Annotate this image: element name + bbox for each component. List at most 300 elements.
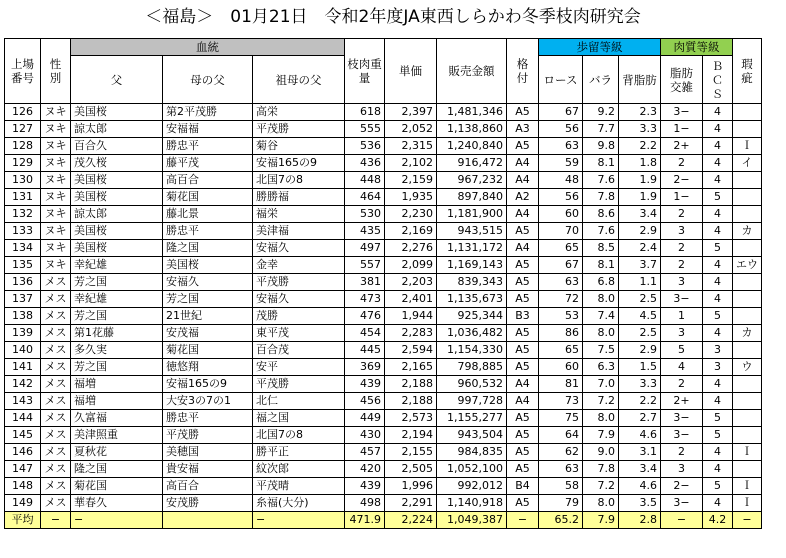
cell-bcs: 4 [703, 461, 733, 478]
table-row [5, 478, 762, 495]
cell-ribeye: 67 [539, 257, 583, 274]
cell-maternal-grandfather: 高百合 [163, 172, 253, 189]
cell-bcs: 5 [703, 240, 733, 257]
col-header-unit-price: 単価 [385, 39, 437, 104]
cell-bcs: 5 [703, 478, 733, 495]
cell-sex: ヌキ [41, 138, 71, 155]
cell-backfat: 3.1 [619, 444, 661, 461]
cell-sale-amount: 925,344 [437, 308, 507, 325]
cell-number: 149 [5, 495, 41, 512]
cell-unit-price: 2,315 [385, 138, 437, 155]
cell-carcass-weight: 618 [345, 104, 385, 121]
cell-sex: メス [41, 308, 71, 325]
cell-father: 幸紀雄 [71, 291, 163, 308]
cell-grade: B4 [507, 478, 539, 495]
cell-rib: 8.0 [583, 410, 619, 427]
cell-unit-price: 2,102 [385, 155, 437, 172]
cell-ribeye: 62 [539, 444, 583, 461]
cell-maternal-grandfather: 勝忠平 [163, 410, 253, 427]
cell-great-grandfather: 菊谷 [253, 138, 345, 155]
cell-father: 幸紀雄 [71, 257, 163, 274]
cell-rib: 6.3 [583, 359, 619, 376]
cell-rib: 7.2 [583, 393, 619, 410]
cell-father: 芳之国 [71, 274, 163, 291]
col-header-maternal-grandfather: 母の父 [163, 56, 253, 104]
cell-carcass-weight: 476 [345, 308, 385, 325]
cell-sex: メス [41, 495, 71, 512]
table-row [5, 189, 762, 206]
cell-marbling: 2 [661, 206, 703, 223]
cell-unit-price: 2,291 [385, 495, 437, 512]
cell-maternal-grandfather: 21世紀 [163, 308, 253, 325]
cell-sale-amount: 1,135,673 [437, 291, 507, 308]
table-row [5, 427, 762, 444]
cell-ribeye: 75 [539, 410, 583, 427]
cell-ribeye: 56 [539, 121, 583, 138]
cell-father: 多久実 [71, 342, 163, 359]
cell-bcs: 4 [703, 291, 733, 308]
cell-father: 芳之国 [71, 359, 163, 376]
cell-rib: 8.0 [583, 495, 619, 512]
cell-rib: 8.1 [583, 257, 619, 274]
cell-number: 142 [5, 376, 41, 393]
cell-rib: 7.4 [583, 308, 619, 325]
average-grade: − [507, 512, 539, 529]
cell-rib: 7.2 [583, 478, 619, 495]
cell-sex: ヌキ [41, 257, 71, 274]
cell-sex: ヌキ [41, 172, 71, 189]
cell-marbling: 2+ [661, 393, 703, 410]
cell-maternal-grandfather: 藤平茂 [163, 155, 253, 172]
cell-marbling: 3− [661, 427, 703, 444]
cell-carcass-weight: 449 [345, 410, 385, 427]
table-row [5, 308, 762, 325]
cell-sex: メス [41, 427, 71, 444]
cell-carcass-weight: 498 [345, 495, 385, 512]
average-sale-amount: 1,049,387 [437, 512, 507, 529]
cell-marbling: 2 [661, 240, 703, 257]
cell-rib: 7.8 [583, 461, 619, 478]
cell-defect [733, 274, 762, 291]
cell-father: 美国桜 [71, 189, 163, 206]
cell-grade: A5 [507, 342, 539, 359]
cell-maternal-grandfather: 菊花国 [163, 189, 253, 206]
cell-sale-amount: 1,481,346 [437, 104, 507, 121]
cell-marbling: 1− [661, 189, 703, 206]
cell-great-grandfather: 平茂勝 [253, 274, 345, 291]
cell-backfat: 3.4 [619, 461, 661, 478]
cell-grade: A5 [507, 257, 539, 274]
cell-maternal-grandfather: 平茂勝 [163, 427, 253, 444]
cell-father: 菊花国 [71, 478, 163, 495]
cell-ribeye: 70 [539, 223, 583, 240]
cell-bcs: 5 [703, 427, 733, 444]
cell-number: 146 [5, 444, 41, 461]
cell-bcs: 4 [703, 325, 733, 342]
cell-sale-amount: 1,138,860 [437, 121, 507, 138]
cell-carcass-weight: 464 [345, 189, 385, 206]
col-header-sale-amount: 販売金額 [437, 39, 507, 104]
cell-defect: Ｉ [733, 478, 762, 495]
cell-father: 百合久 [71, 138, 163, 155]
average-backfat: 2.8 [619, 512, 661, 529]
cell-great-grandfather: 平茂勝 [253, 376, 345, 393]
cell-father: 華春久 [71, 495, 163, 512]
cell-rib: 7.0 [583, 376, 619, 393]
cell-father: 美国桜 [71, 240, 163, 257]
cell-ribeye: 48 [539, 172, 583, 189]
cell-backfat: 3.3 [619, 376, 661, 393]
cell-number: 134 [5, 240, 41, 257]
cell-unit-price: 2,188 [385, 376, 437, 393]
cell-ribeye: 56 [539, 189, 583, 206]
cell-ribeye: 65 [539, 240, 583, 257]
cell-rib: 9.0 [583, 444, 619, 461]
cell-marbling: 3 [661, 223, 703, 240]
cell-bcs: 3 [703, 342, 733, 359]
col-header-grade: 格付 [507, 39, 539, 104]
cell-backfat: 3.4 [619, 206, 661, 223]
cell-number: 141 [5, 359, 41, 376]
cell-sale-amount: 1,036,482 [437, 325, 507, 342]
cell-grade: A4 [507, 376, 539, 393]
cell-father: 第1花藤 [71, 325, 163, 342]
cell-sale-amount: 897,840 [437, 189, 507, 206]
cell-carcass-weight: 448 [345, 172, 385, 189]
cell-backfat: 3.3 [619, 121, 661, 138]
average-defect: − [733, 512, 762, 529]
cell-bcs: 4 [703, 274, 733, 291]
cell-backfat: 1.5 [619, 359, 661, 376]
cell-marbling: 3− [661, 291, 703, 308]
cell-backfat: 2.9 [619, 342, 661, 359]
cell-sale-amount: 997,728 [437, 393, 507, 410]
cell-ribeye: 58 [539, 478, 583, 495]
cell-ribeye: 67 [539, 104, 583, 121]
cell-defect [733, 410, 762, 427]
cell-number: 131 [5, 189, 41, 206]
cell-backfat: 4.6 [619, 478, 661, 495]
cell-sale-amount: 1,240,840 [437, 138, 507, 155]
cell-maternal-grandfather: 貴安福 [163, 461, 253, 478]
cell-grade: A5 [507, 274, 539, 291]
cell-bcs: 5 [703, 308, 733, 325]
cell-sex: ヌキ [41, 206, 71, 223]
table-row [5, 376, 762, 393]
cell-maternal-grandfather: 安茂勝 [163, 495, 253, 512]
cell-backfat: 2.5 [619, 325, 661, 342]
table-row [5, 291, 762, 308]
cell-great-grandfather: 紋次郎 [253, 461, 345, 478]
cell-defect [733, 376, 762, 393]
cell-bcs: 4 [703, 257, 733, 274]
cell-great-grandfather: 高栄 [253, 104, 345, 121]
cell-great-grandfather: 勝勝福 [253, 189, 345, 206]
col-header-rib: バラ [583, 56, 619, 104]
cell-father: 久富福 [71, 410, 163, 427]
cell-carcass-weight: 435 [345, 223, 385, 240]
cell-marbling: 1− [661, 121, 703, 138]
cell-marbling: 1 [661, 308, 703, 325]
cell-ribeye: 72 [539, 291, 583, 308]
cell-ribeye: 63 [539, 461, 583, 478]
cell-defect: エウ [733, 257, 762, 274]
cell-number: 127 [5, 121, 41, 138]
cell-great-grandfather: 東平茂 [253, 325, 345, 342]
cell-number: 133 [5, 223, 41, 240]
table-row [5, 393, 762, 410]
cell-sex: メス [41, 444, 71, 461]
cell-ribeye: 79 [539, 495, 583, 512]
cell-number: 126 [5, 104, 41, 121]
cell-carcass-weight: 557 [345, 257, 385, 274]
cell-sale-amount: 839,343 [437, 274, 507, 291]
table-row [5, 274, 762, 291]
cell-marbling: 2 [661, 155, 703, 172]
cell-maternal-grandfather: 美国桜 [163, 257, 253, 274]
cell-backfat: 2.5 [619, 291, 661, 308]
cell-sex: メス [41, 376, 71, 393]
cell-great-grandfather: 糸福(大分) [253, 495, 345, 512]
cell-bcs: 5 [703, 189, 733, 206]
cell-ribeye: 64 [539, 427, 583, 444]
cell-great-grandfather: 平茂晴 [253, 478, 345, 495]
cell-rib: 7.6 [583, 172, 619, 189]
cell-bcs: 4 [703, 444, 733, 461]
table-row [5, 461, 762, 478]
average-marbling: − [661, 512, 703, 529]
cell-maternal-grandfather: 大安3の7の1 [163, 393, 253, 410]
cell-great-grandfather: 美津福 [253, 223, 345, 240]
average-sex: − [41, 512, 71, 529]
cell-father: 隆之国 [71, 461, 163, 478]
table-row [5, 410, 762, 427]
cell-unit-price: 2,155 [385, 444, 437, 461]
results-table [4, 38, 762, 529]
cell-carcass-weight: 439 [345, 478, 385, 495]
cell-carcass-weight: 445 [345, 342, 385, 359]
cell-bcs: 5 [703, 410, 733, 427]
cell-great-grandfather: 福栄 [253, 206, 345, 223]
cell-maternal-grandfather: 第2平茂勝 [163, 104, 253, 121]
cell-defect: ウ [733, 359, 762, 376]
cell-backfat: 4.6 [619, 427, 661, 444]
cell-bcs: 4 [703, 223, 733, 240]
cell-backfat: 2.2 [619, 138, 661, 155]
cell-great-grandfather: 安福久 [253, 240, 345, 257]
cell-unit-price: 2,159 [385, 172, 437, 189]
cell-unit-price: 2,188 [385, 393, 437, 410]
cell-carcass-weight: 420 [345, 461, 385, 478]
cell-defect: カ [733, 325, 762, 342]
page-title: ＜福島＞ 01月21日 令和2年度JA東西しらかわ冬季枝肉研究会 [145, 7, 641, 27]
cell-marbling: 2 [661, 257, 703, 274]
average-ribeye: 65.2 [539, 512, 583, 529]
cell-grade: A5 [507, 104, 539, 121]
cell-defect: イ [733, 155, 762, 172]
cell-unit-price: 1,944 [385, 308, 437, 325]
cell-ribeye: 60 [539, 359, 583, 376]
cell-rib: 9.2 [583, 104, 619, 121]
average-great-grandfather: − [253, 512, 345, 529]
cell-maternal-grandfather: 芳之国 [163, 291, 253, 308]
cell-sex: ヌキ [41, 104, 71, 121]
cell-maternal-grandfather: 高百合 [163, 478, 253, 495]
cell-grade: A5 [507, 444, 539, 461]
cell-grade: A5 [507, 325, 539, 342]
cell-ribeye: 65 [539, 342, 583, 359]
cell-backfat: 4.5 [619, 308, 661, 325]
cell-backfat: 1.8 [619, 155, 661, 172]
cell-defect [733, 240, 762, 257]
cell-sale-amount: 992,012 [437, 478, 507, 495]
cell-carcass-weight: 369 [345, 359, 385, 376]
table-row [5, 223, 762, 240]
cell-grade: A4 [507, 172, 539, 189]
cell-backfat: 2.2 [619, 393, 661, 410]
cell-sale-amount: 1,052,100 [437, 461, 507, 478]
cell-great-grandfather: 北仁 [253, 393, 345, 410]
cell-rib: 8.6 [583, 206, 619, 223]
cell-sex: ヌキ [41, 121, 71, 138]
table-row [5, 172, 762, 189]
cell-sale-amount: 1,154,330 [437, 342, 507, 359]
table-row [5, 104, 762, 121]
cell-father: 芳之国 [71, 308, 163, 325]
cell-sex: ヌキ [41, 189, 71, 206]
cell-bcs: 3 [703, 359, 733, 376]
table-row [5, 155, 762, 172]
cell-carcass-weight: 456 [345, 393, 385, 410]
cell-number: 135 [5, 257, 41, 274]
cell-rib: 6.8 [583, 274, 619, 291]
cell-carcass-weight: 381 [345, 274, 385, 291]
cell-unit-price: 2,194 [385, 427, 437, 444]
cell-carcass-weight: 530 [345, 206, 385, 223]
cell-marbling: 2− [661, 172, 703, 189]
cell-grade: A5 [507, 359, 539, 376]
cell-father: 諒太郎 [71, 121, 163, 138]
cell-great-grandfather: 福之国 [253, 410, 345, 427]
cell-marbling: 2− [661, 478, 703, 495]
table-row [5, 240, 762, 257]
cell-father: 美津照重 [71, 427, 163, 444]
cell-bcs: 4 [703, 104, 733, 121]
cell-marbling: 3 [661, 274, 703, 291]
col-header-backfat: 背脂肪 [619, 56, 661, 104]
cell-sex: メス [41, 478, 71, 495]
cell-carcass-weight: 497 [345, 240, 385, 257]
cell-number: 139 [5, 325, 41, 342]
cell-unit-price: 2,594 [385, 342, 437, 359]
cell-father: 福増 [71, 393, 163, 410]
cell-father: 美国桜 [71, 223, 163, 240]
cell-bcs: 4 [703, 376, 733, 393]
cell-great-grandfather: 百合茂 [253, 342, 345, 359]
cell-unit-price: 2,052 [385, 121, 437, 138]
cell-bcs: 4 [703, 155, 733, 172]
cell-number: 143 [5, 393, 41, 410]
cell-maternal-grandfather: 美穂国 [163, 444, 253, 461]
cell-maternal-grandfather: 安福福 [163, 121, 253, 138]
cell-backfat: 1.9 [619, 189, 661, 206]
cell-marbling: 3− [661, 410, 703, 427]
table-row [5, 121, 762, 138]
cell-grade: A2 [507, 189, 539, 206]
cell-ribeye: 86 [539, 325, 583, 342]
cell-unit-price: 2,230 [385, 206, 437, 223]
cell-marbling: 5 [661, 342, 703, 359]
cell-sex: メス [41, 342, 71, 359]
average-row [5, 512, 762, 529]
cell-defect [733, 189, 762, 206]
cell-great-grandfather: 平茂勝 [253, 121, 345, 138]
cell-grade: A3 [507, 121, 539, 138]
cell-number: 136 [5, 274, 41, 291]
cell-sex: メス [41, 393, 71, 410]
cell-unit-price: 2,505 [385, 461, 437, 478]
cell-great-grandfather: 安福165の9 [253, 155, 345, 172]
cell-father: 美国桜 [71, 104, 163, 121]
table-row [5, 444, 762, 461]
cell-unit-price: 2,099 [385, 257, 437, 274]
cell-grade: A4 [507, 155, 539, 172]
cell-marbling: 3− [661, 104, 703, 121]
cell-backfat: 2.9 [619, 223, 661, 240]
cell-defect [733, 172, 762, 189]
col-group-yield: 歩留等級 [539, 39, 661, 56]
cell-defect [733, 461, 762, 478]
cell-sale-amount: 960,532 [437, 376, 507, 393]
cell-carcass-weight: 473 [345, 291, 385, 308]
cell-maternal-grandfather: 隆之国 [163, 240, 253, 257]
cell-father: 美国桜 [71, 172, 163, 189]
cell-number: 145 [5, 427, 41, 444]
cell-sale-amount: 943,515 [437, 223, 507, 240]
cell-great-grandfather: 北国7の8 [253, 427, 345, 444]
cell-maternal-grandfather: 菊花国 [163, 342, 253, 359]
cell-rib: 7.5 [583, 342, 619, 359]
cell-marbling: 2 [661, 376, 703, 393]
cell-father: 夏秋花 [71, 444, 163, 461]
col-header-carcass-weight: 枝肉重量 [345, 39, 385, 104]
cell-marbling: 3− [661, 495, 703, 512]
cell-bcs: 4 [703, 138, 733, 155]
cell-sale-amount: 967,232 [437, 172, 507, 189]
cell-marbling: 2+ [661, 138, 703, 155]
cell-defect [733, 206, 762, 223]
cell-defect: カ [733, 223, 762, 240]
cell-sale-amount: 984,835 [437, 444, 507, 461]
cell-defect [733, 291, 762, 308]
cell-carcass-weight: 439 [345, 376, 385, 393]
cell-sex: ヌキ [41, 240, 71, 257]
cell-grade: A5 [507, 427, 539, 444]
cell-backfat: 2.3 [619, 104, 661, 121]
cell-ribeye: 81 [539, 376, 583, 393]
cell-unit-price: 1,996 [385, 478, 437, 495]
cell-grade: A5 [507, 495, 539, 512]
cell-sex: ヌキ [41, 223, 71, 240]
cell-maternal-grandfather: 藤北景 [163, 206, 253, 223]
cell-maternal-grandfather: 安茂福 [163, 325, 253, 342]
cell-defect: Ｉ [733, 138, 762, 155]
cell-rib: 9.8 [583, 138, 619, 155]
cell-rib: 8.1 [583, 155, 619, 172]
cell-defect: Ｉ [733, 444, 762, 461]
cell-sex: メス [41, 291, 71, 308]
cell-number: 128 [5, 138, 41, 155]
